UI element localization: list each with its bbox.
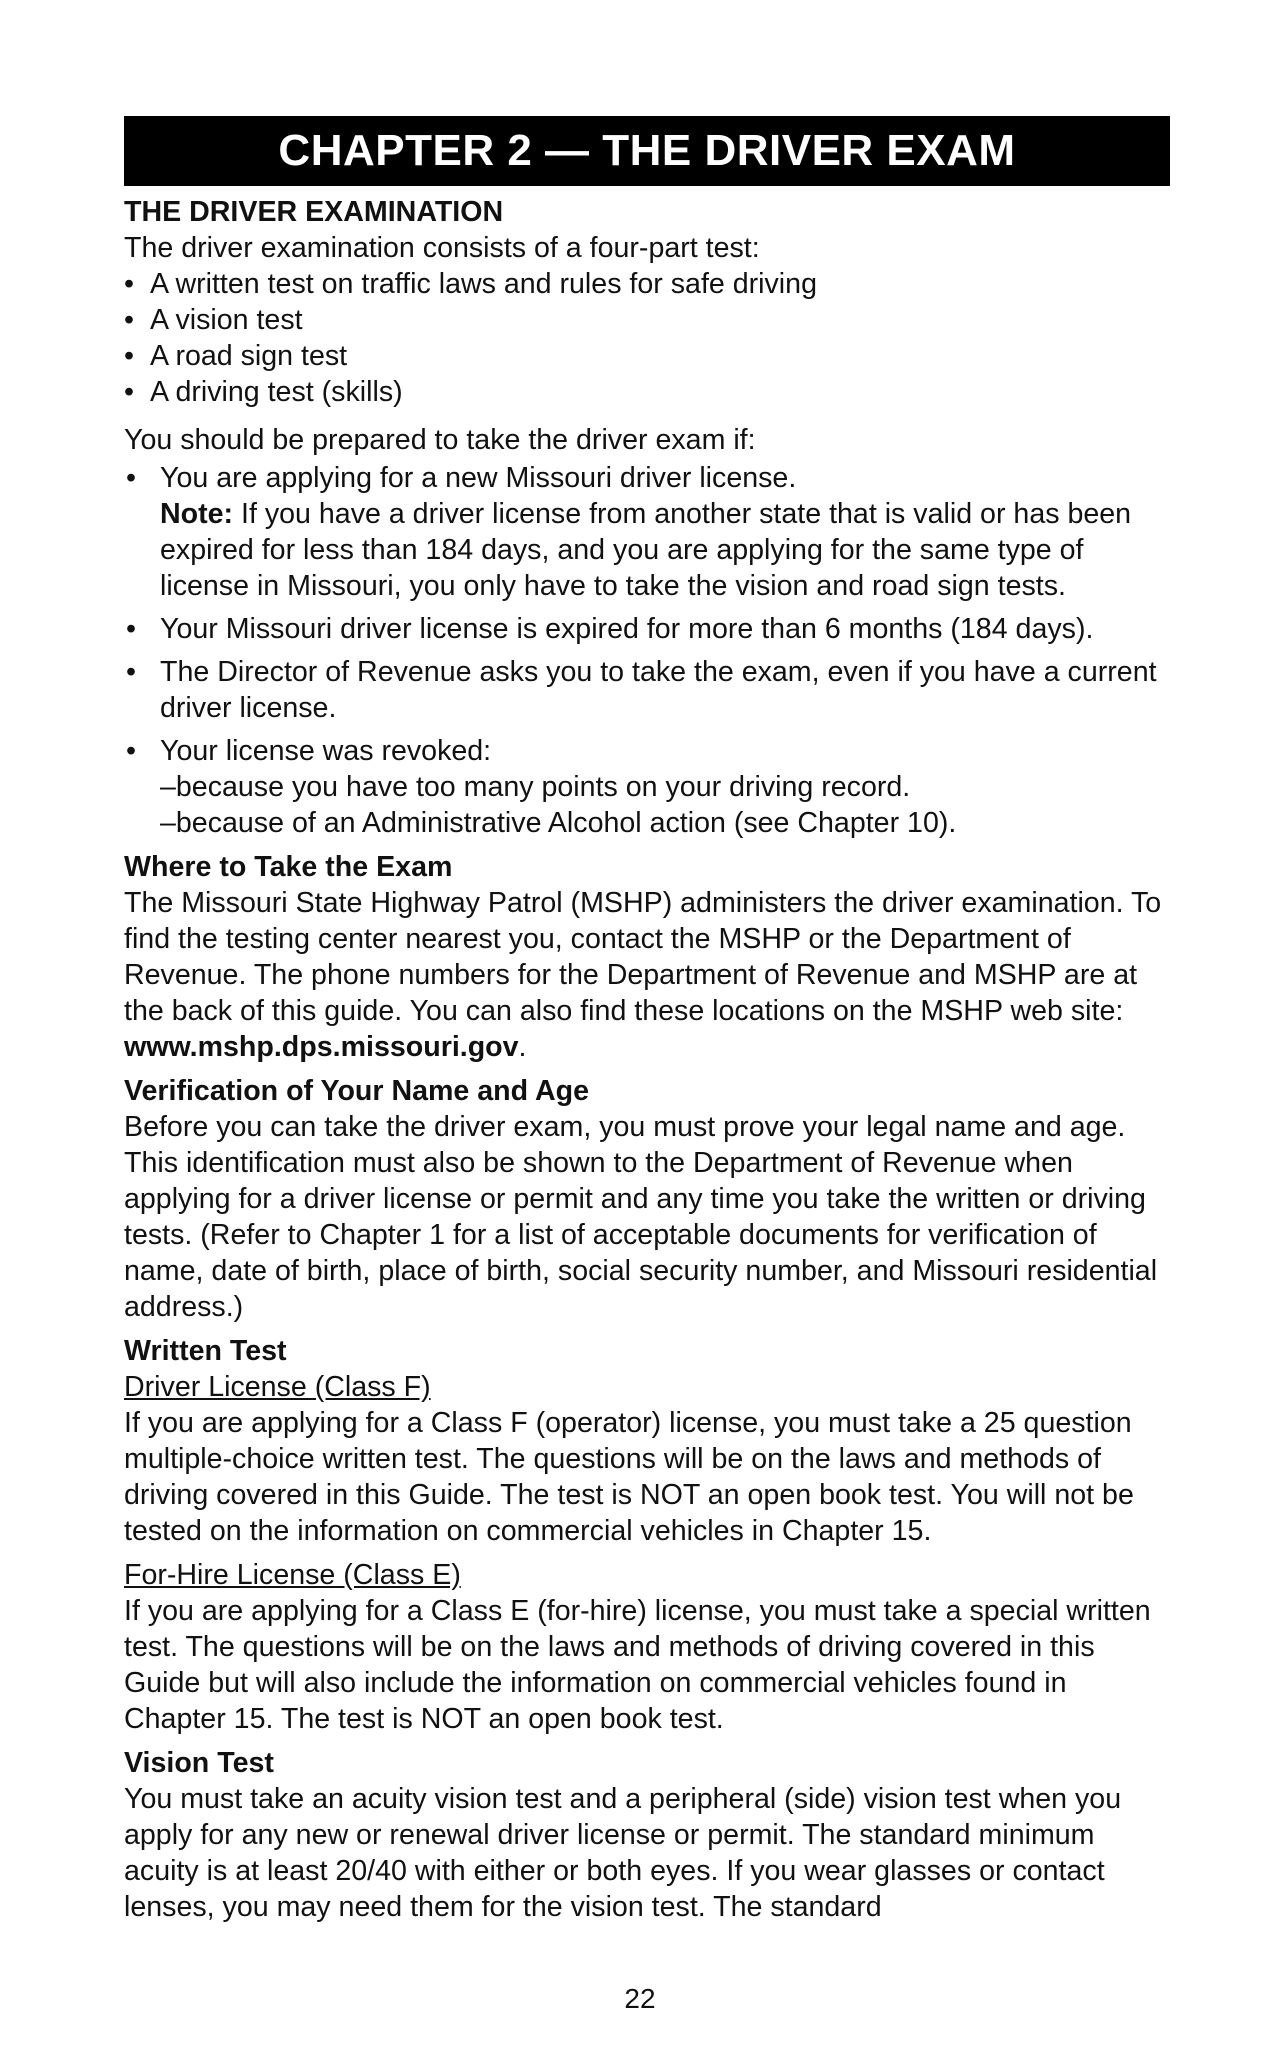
revoked-reason: –because you have too many points on your driving record.: [160, 771, 911, 803]
driver-examination-intro: The driver examination consists of a four-part test:: [124, 232, 760, 264]
page-content: [124, 116, 1170, 1925]
verification-heading: Verification of Your Name and Age: [124, 1075, 590, 1107]
mshp-website-link[interactable]: www.mshp.dps.missouri.gov: [124, 1031, 519, 1063]
vision-test-text: You must take an acuity vision test and a peripheral (side) vision test when you apply for any new or renewal driver license or permit. The standard minimum acuity is at least 20/40 with either or both eyes. If you wear glasses or contact lenses, you may need them for the vision test. The standard: [124, 1783, 1122, 1923]
written-test-heading: Written Test: [124, 1335, 287, 1367]
exam-parts-list: [124, 266, 1170, 410]
where-to-take-body: The Missouri State Highway Patrol (MSHP) administers the driver examination. To find the testing center nearest you, contact the MSHP or the Department of Revenue. The phone numbers for the Department of Revenue and MSHP are at the back of this guide. You can also find these locations on the MSHP web site:: [124, 887, 1162, 1027]
list-item: • A driving test (skills): [124, 374, 1170, 410]
list-item: • Your Missouri driver license is expired for more than 6 months (184 days).: [124, 611, 1170, 647]
where-to-take-text: [124, 885, 1170, 1065]
where-to-take-end: .: [518, 1031, 527, 1063]
driver-examination-heading: THE DRIVER EXAMINATION: [124, 196, 504, 228]
condition-text: You are applying for a new Missouri driver license.: [160, 462, 797, 494]
document-body: [124, 194, 1170, 1925]
list-item: [124, 733, 1170, 841]
list-item: • A vision test: [124, 302, 1170, 338]
class-e-heading: For-Hire License (Class E): [124, 1559, 461, 1591]
class-f-text: If you are applying for a Class F (operator) license, you must take a 25 question multiple-choice written test. The questions will be on the laws and methods of driving covered in this Guide. The test is NOT an open book test. You will not be tested on the information on commercial vehicles in Chapter 15.: [124, 1407, 1134, 1547]
revoked-reason: –because of an Administrative Alcohol action (see Chapter 10).: [160, 807, 957, 839]
list-item: • The Director of Revenue asks you to take the exam, even if you have a current driver license.: [124, 654, 1170, 726]
vision-test-heading: Vision Test: [124, 1747, 274, 1779]
where-to-take-heading: Where to Take the Exam: [124, 851, 453, 883]
list-item: • A written test on traffic laws and rules for safe driving: [124, 266, 1170, 302]
class-f-heading: Driver License (Class F): [124, 1371, 431, 1403]
chapter-title: CHAPTER 2 — THE DRIVER EXAM: [124, 116, 1170, 186]
prepared-intro: You should be prepared to take the driver exam if:: [124, 424, 756, 456]
page-number: 22: [624, 1983, 656, 2014]
note-label: Note:: [160, 498, 234, 530]
list-item: • A road sign test: [124, 338, 1170, 374]
note: [160, 496, 1170, 604]
class-e-text: If you are applying for a Class E (for-hire) license, you must take a special written test. The questions will be on the laws and methods of driving covered in this Guide but will also include the information on commercial vehicles found in Chapter 15. The test is NOT an open book test.: [124, 1595, 1151, 1735]
exam-conditions-list: [124, 460, 1170, 841]
verification-text: Before you can take the driver exam, you must prove your legal name and age. This identification must also be shown to the Department of Revenue when applying for a driver license or permit and any time you take the written or driving tests. (Refer to Chapter 1 for a list of acceptable documents for verification of name, date of birth, place of birth, social security number, and Missouri residential address.): [124, 1111, 1158, 1323]
list-item: [124, 460, 1170, 604]
note-text: If you have a driver license from another state that is valid or has been expired for less than 184 days, and you are applying for the same type of license in Missouri, you only have to take the vision and road sign tests.: [160, 498, 1132, 602]
condition-text: Your license was revoked:: [160, 735, 492, 767]
